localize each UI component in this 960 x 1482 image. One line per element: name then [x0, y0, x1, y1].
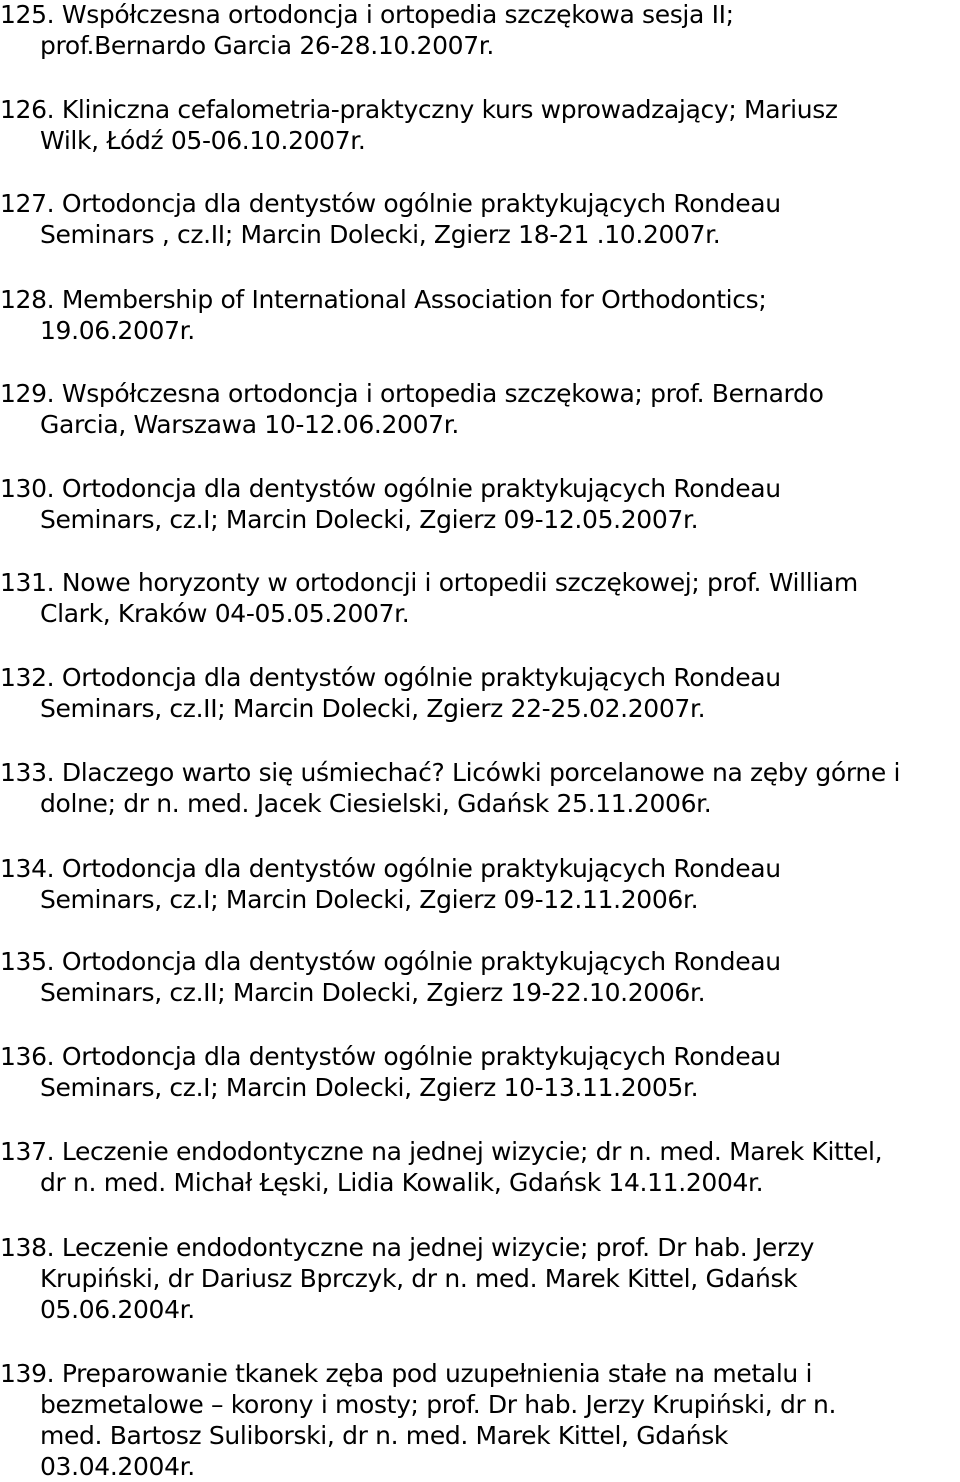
entry-line: Garcia, Warszawa 10-12.06.2007r. — [40, 410, 459, 439]
list-item — [0, 284, 960, 346]
entry-line: Seminars, cz.II; Marcin Dolecki, Zgierz 22-25.02.2007r. — [40, 694, 706, 723]
list-item — [0, 0, 960, 61]
entry-line: Seminars, cz.II; Marcin Dolecki, Zgierz 19-22.10.2006r. — [40, 978, 706, 1007]
list-item — [0, 1358, 960, 1482]
entry-line: 138. Leczenie endodontyczne na jednej wizycie; prof. Dr hab. Jerzy — [0, 1233, 815, 1262]
entry-line: prof.Bernardo Garcia 26-28.10.2007r. — [40, 31, 494, 60]
list-item — [0, 757, 960, 819]
entry-line: Seminars, cz.I; Marcin Dolecki, Zgierz 09-12.05.2007r. — [40, 505, 699, 534]
entry-line: Wilk, Łódź 05-06.10.2007r. — [40, 126, 366, 155]
list-item — [0, 662, 960, 724]
entry-line: 125. Współczesna ortodoncja i ortopedia szczękowa sesja II; — [0, 0, 734, 29]
entry-line: 132. Ortodoncja dla dentystów ogólnie praktykujących Rondeau — [0, 663, 781, 692]
entry-line: dolne; dr n. med. Jacek Ciesielski, Gdańsk 25.11.2006r. — [40, 789, 712, 818]
list-item — [0, 378, 960, 440]
entry-line: 136. Ortodoncja dla dentystów ogólnie praktykujących Rondeau — [0, 1042, 781, 1071]
entry-line: bezmetalowe – korony i mosty; prof. Dr hab. Jerzy Krupiński, dr n. — [40, 1390, 837, 1419]
entry-line: 03.04.2004r. — [40, 1452, 195, 1481]
list-item — [0, 94, 960, 156]
list-item — [0, 473, 960, 535]
entry-line: Krupiński, dr Dariusz Bprczyk, dr n. med. Marek Kittel, Gdańsk — [40, 1264, 798, 1293]
entry-line: Seminars , cz.II; Marcin Dolecki, Zgierz 18-21 .10.2007r. — [40, 220, 721, 249]
entry-line: 137. Leczenie endodontyczne na jednej wizycie; dr n. med. Marek Kittel, — [0, 1137, 883, 1166]
entry-line: Clark, Kraków 04-05.05.2007r. — [40, 599, 410, 628]
list-item — [0, 1041, 960, 1103]
entry-line: Seminars, cz.I; Marcin Dolecki, Zgierz 09-12.11.2006r. — [40, 885, 699, 914]
entry-line: 129. Współczesna ortodoncja i ortopedia szczękowa; prof. Bernardo — [0, 379, 824, 408]
entry-line: 127. Ortodoncja dla dentystów ogólnie praktykujących Rondeau — [0, 189, 781, 218]
entry-line: Seminars, cz.I; Marcin Dolecki, Zgierz 10-13.11.2005r. — [40, 1073, 699, 1102]
entry-line: 128. Membership of International Association for Orthodontics; — [0, 285, 767, 314]
list-item — [0, 853, 960, 915]
entry-line: 126. Kliniczna cefalometria-praktyczny kurs wprowadzający; Mariusz — [0, 95, 838, 124]
entry-line: 131. Nowe horyzonty w ortodoncji i ortopedii szczękowej; prof. William — [0, 568, 858, 597]
entry-line: 19.06.2007r. — [40, 316, 195, 345]
list-item — [0, 1232, 960, 1325]
list-item — [0, 946, 960, 1008]
list-item — [0, 1136, 960, 1198]
entry-line: 133. Dlaczego warto się uśmiechać? Licówki porcelanowe na zęby górne i — [0, 758, 901, 787]
entry-line: dr n. med. Michał Łęski, Lidia Kowalik, Gdańsk 14.11.2004r. — [40, 1168, 764, 1197]
list-item — [0, 567, 960, 629]
entry-line: 130. Ortodoncja dla dentystów ogólnie praktykujących Rondeau — [0, 474, 781, 503]
list-item — [0, 188, 960, 250]
entry-line: 139. Preparowanie tkanek zęba pod uzupełnienia stałe na metalu i — [0, 1359, 813, 1388]
entry-line: 135. Ortodoncja dla dentystów ogólnie praktykujących Rondeau — [0, 947, 781, 976]
entry-line: 134. Ortodoncja dla dentystów ogólnie praktykujących Rondeau — [0, 854, 781, 883]
entry-line: med. Bartosz Suliborski, dr n. med. Marek Kittel, Gdańsk — [40, 1421, 729, 1450]
entry-line: 05.06.2004r. — [40, 1295, 195, 1324]
